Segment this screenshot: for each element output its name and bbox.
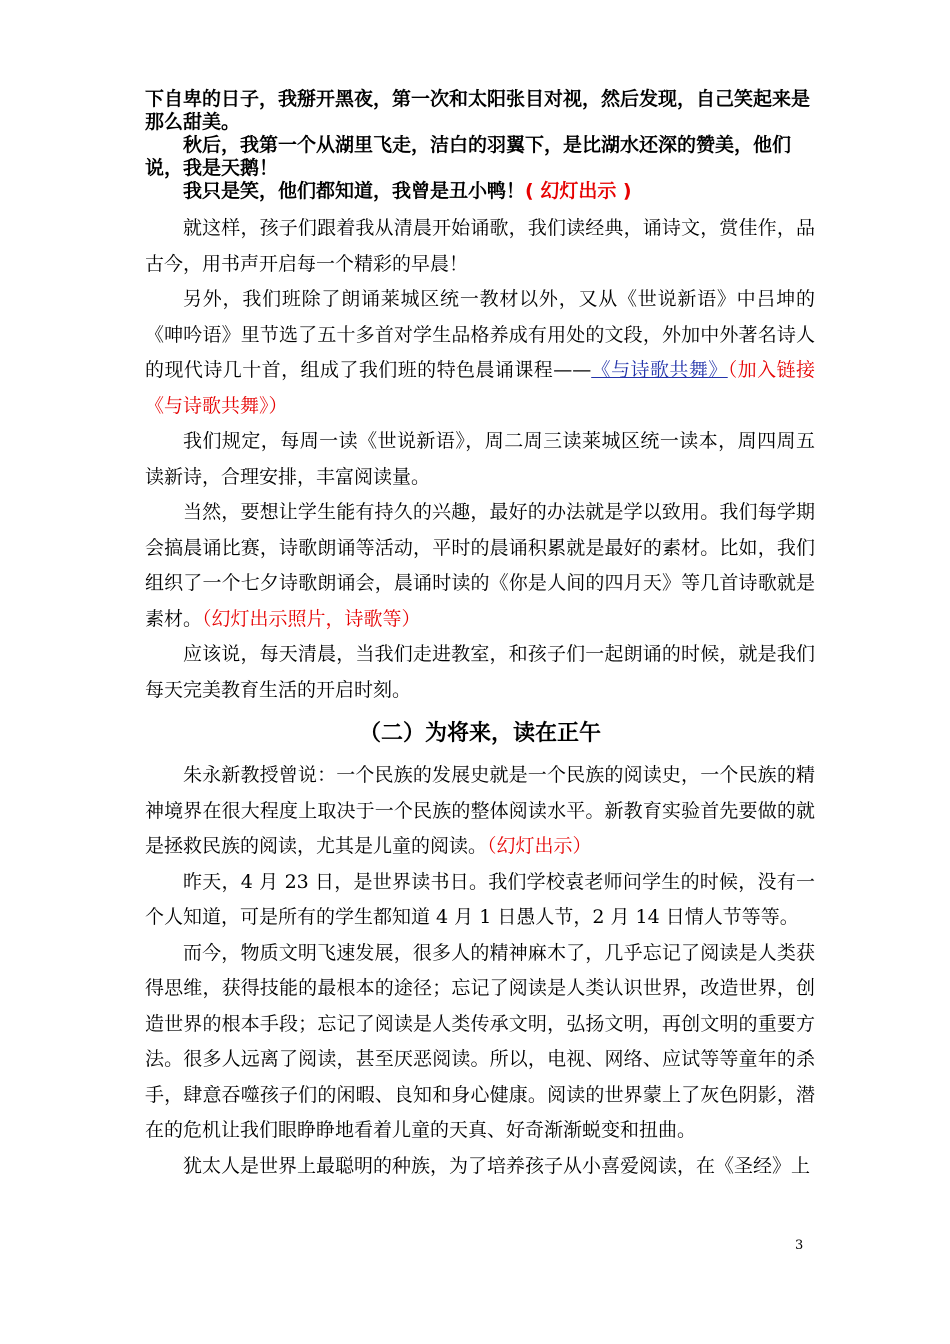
page-content bbox=[145, 88, 815, 1184]
body-paragraph-text: 另外，我们班除了朗诵莱城区统一教材以外，又从《世说新语》中吕坤的《呻吟语》里节选了五十多首对学生品格养成有用处的文段，外加中外著名诗人的现代诗几十首，组成了我们班的特色晨诵课程—— bbox=[145, 288, 815, 381]
body-paragraph-text: 朱永新教授曾说：一个民族的发展史就是一个民族的阅读史，一个民族的精神境界在很大程度上取决于一个民族的整体阅读水平。新教育实验首先要做的就是拯救民族的阅读，尤其是儿童的阅读。 bbox=[145, 764, 815, 857]
body-paragraph bbox=[145, 495, 815, 637]
body-paragraph bbox=[145, 758, 815, 865]
section-heading: （二）为将来，读在正午 bbox=[358, 720, 601, 746]
body-section-1 bbox=[145, 211, 815, 708]
body-paragraph: 就这样，孩子们跟着我从清晨开始诵歌，我们读经典，诵诗文，赏佳作，品古今，用书声开启每一个精彩的早晨！ bbox=[145, 217, 815, 275]
body-paragraph: 我们规定，每周一读《世说新语》，周二周三读莱城区统一读本，周四周五读新诗，合理安排，丰富阅读量。 bbox=[145, 430, 815, 488]
body-paragraph: 而今，物质文明飞速发展，很多人的精神麻木了，几乎忘记了阅读是人类获得思维，获得技能的最根本的途径；忘记了阅读是人类认识世界，改造世界，创造世界的根本手段；忘记了阅读是人类传承文明，弘扬文明，再创文明的重要方法。很多人远离了阅读，甚至厌恶阅读。所以，电视、网络、应试等等童年的杀手，肆意吞噬孩子们的闲暇、良知和身心健康。阅读的世界蒙上了灰色阴影，潜在的危机让我们眼睁睁地看着儿童的天真、好奇渐渐蜕变和扭曲。 bbox=[145, 941, 815, 1141]
body-paragraph bbox=[145, 282, 815, 424]
body-paragraph: 昨天，4 月 23 日，是世界读书日。我们学校袁老师问学生的时候，没有一个人知道，可是所有的学生都知道 4 月 1 日愚人节，2 月 14 日情人节等等。 bbox=[145, 870, 815, 928]
poem-paragraph-3-text: 我只是笑，他们都知道，我曾是丑小鸭！ bbox=[183, 180, 526, 202]
slide-note: ( 幻灯出示 ) bbox=[525, 180, 632, 202]
link-note: （加入链接《与诗歌共舞》） bbox=[145, 359, 815, 417]
page-number: 3 bbox=[795, 1238, 804, 1253]
poetry-course-link[interactable]: 《与诗歌共舞》 bbox=[591, 359, 728, 381]
body-paragraph: 应该说，每天清晨，当我们走进教室，和孩子们一起朗诵的时候，就是我们每天完美教育生活的开启时刻。 bbox=[145, 643, 815, 701]
poem-paragraph-3 bbox=[145, 180, 815, 203]
slide-note: （幻灯出示） bbox=[487, 835, 592, 857]
body-section-2 bbox=[145, 758, 815, 1184]
body-paragraph: 犹太人是世界上最聪明的种族，为了培养孩子从小喜爱阅读，在《圣经》上 bbox=[183, 1154, 811, 1177]
poem-block bbox=[145, 88, 815, 203]
slide-note: （幻灯出示照片，诗歌等） bbox=[202, 607, 421, 630]
poem-paragraph-1: 下自卑的日子，我掰开黑夜，第一次和太阳张目对视，然后发现，自己笑起来是那么甜美。 bbox=[145, 88, 811, 133]
body-paragraph-text: 当然，要想让学生能有持久的兴趣，最好的办法就是学以致用。我们每学期会搞晨诵比赛，诗歌朗诵等活动，平时的晨诵积累就是最好的素材。比如，我们组织了一个七夕诗歌朗诵会，晨诵时读的《你是人间的四月天》等几首诗歌就是素材。 bbox=[145, 501, 815, 630]
poem-paragraph-2: 秋后，我第一个从湖里飞走，洁白的羽翼下，是比湖水还深的赞美，他们说，我是天鹅！ bbox=[145, 134, 792, 179]
